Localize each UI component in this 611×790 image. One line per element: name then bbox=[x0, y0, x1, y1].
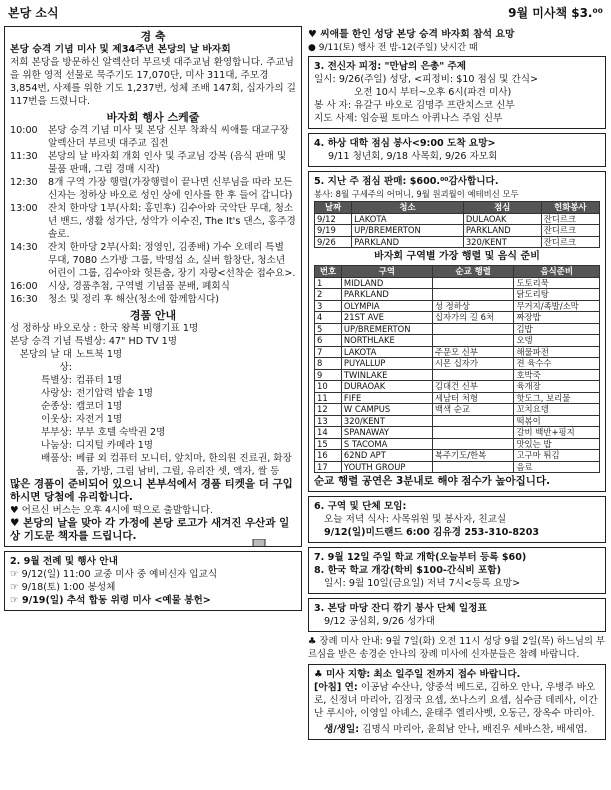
table-cell: FIFE bbox=[341, 392, 432, 404]
table-cell: 김밥 bbox=[514, 323, 600, 335]
table-cell: 9/26 bbox=[315, 236, 352, 248]
table-cell: 10 bbox=[315, 381, 342, 393]
table-cell bbox=[432, 427, 514, 439]
table-row bbox=[315, 369, 600, 381]
table-cell: 성 정하상 bbox=[432, 300, 514, 312]
lawn-title: 3. 본당 마당 잔디 깎기 봉사 단체 일정표 bbox=[314, 603, 487, 614]
parade-table bbox=[314, 265, 600, 473]
table-cell: 4 bbox=[315, 312, 342, 324]
table-cell: 세남터 처형 bbox=[432, 392, 514, 404]
table-row bbox=[315, 346, 600, 358]
sale-title: 5. 지난 주 점심 판매: $600.⁰⁰감사합니다. bbox=[314, 176, 499, 187]
table-cell: 12 bbox=[315, 404, 342, 416]
prize-name: 배품상: bbox=[40, 453, 72, 464]
table-cell: LAKOTA bbox=[352, 213, 464, 225]
table-cell: 잔디르크 bbox=[541, 213, 599, 225]
schedule-desc: 잔치 한마당 1부(사회: 홍민후) 김수아와 국악단 무대, 청소년 밴드, 생활 성가단, 성악가 이수진, The It's 댄스, 홍주경 솔로. bbox=[48, 203, 296, 240]
table-cell: SPANAWAY bbox=[341, 427, 432, 439]
table-row bbox=[315, 277, 600, 289]
table-cell: 해물파전 bbox=[514, 346, 600, 358]
table-cell: 음료 bbox=[514, 461, 600, 473]
prize-name: 본당의 날 대 상: bbox=[19, 349, 72, 373]
table-cell: 김대건 신부 bbox=[432, 381, 514, 393]
table-row bbox=[315, 300, 600, 312]
schedule-time: 14:30 bbox=[10, 242, 38, 253]
bazaar-sub: ● 9/11(토) 행사 전 밤-12(주일) 낮시간 때 bbox=[308, 43, 478, 53]
table-row bbox=[315, 392, 600, 404]
table-row bbox=[315, 289, 600, 301]
table-cell: 복주기도/한복 bbox=[432, 450, 514, 462]
retreat-line: 일시: 9/26(주일) 성당, <피정비: $10 점심 및 간식> bbox=[314, 74, 539, 85]
school-title: 7. 9월 12일 주일 학교 개학(오늘부터 등록 $60) bbox=[314, 552, 527, 563]
table-cell: LAKOTA bbox=[341, 346, 432, 358]
table-cell: UP/BREMERTON bbox=[352, 225, 464, 237]
table-header: 점심 bbox=[463, 202, 541, 214]
schedule-time: 13:00 bbox=[10, 203, 38, 214]
table-cell: 오뎅 bbox=[514, 335, 600, 347]
prize-list bbox=[10, 348, 296, 478]
living-lead: 생/생일: bbox=[324, 724, 360, 735]
group-box bbox=[308, 496, 606, 543]
table-cell: YOUTH GROUP bbox=[341, 461, 432, 473]
parade-note: 순교 행렬 공연은 3분내로 해야 점수가 높아집니다. bbox=[314, 475, 551, 487]
schedule-time: 16:00 bbox=[10, 281, 38, 292]
mass-item: ☞ 9/19(일) 추석 합동 위령 미사 <예물 봉헌> bbox=[10, 595, 211, 606]
table-cell bbox=[432, 335, 514, 347]
table-cell: 잔디르크 bbox=[541, 225, 599, 237]
prize-item bbox=[10, 413, 296, 426]
table-row bbox=[315, 381, 600, 393]
table-cell: 도토리묵 bbox=[514, 277, 600, 289]
retreat-box bbox=[308, 56, 606, 129]
group-title: 6. 구역 및 단체 모임: bbox=[314, 501, 407, 512]
prize-line: 성 정하상 바오로상 : 한국 왕복 비행기표 1명 bbox=[10, 323, 199, 334]
table-cell: 고구마 튀김 bbox=[514, 450, 600, 462]
sale-sub: 봉사: 8월 구세주의 어머니, 9월 원괴월이 예테비신 모두 bbox=[314, 189, 519, 199]
table-header: 순교 행렬 bbox=[432, 266, 514, 278]
table-cell: 짜장밥 bbox=[514, 312, 600, 324]
table-row bbox=[315, 438, 600, 450]
prize-item bbox=[10, 426, 296, 439]
table-cell: 맛있는 밥 bbox=[514, 438, 600, 450]
table-cell: 13 bbox=[315, 415, 342, 427]
mass-item: ☞ 9/18(토) 1:00 봉성체 bbox=[10, 582, 116, 593]
names-lead: [아침] 연: bbox=[314, 682, 358, 693]
table-row bbox=[315, 323, 600, 335]
mass-box bbox=[4, 551, 302, 611]
schedule-title: 바자회 행사 스케줄 bbox=[106, 111, 200, 124]
schedule-item bbox=[10, 202, 296, 241]
prize-value: 디지털 카메라 1명 bbox=[76, 440, 154, 451]
table-cell: PARKLAND bbox=[463, 225, 541, 237]
lawn-line: 9/12 공심회, 9/26 성가대 bbox=[324, 616, 435, 627]
prize-item bbox=[10, 387, 296, 400]
schedule-item bbox=[10, 280, 296, 293]
schedule-time: 16:30 bbox=[10, 294, 38, 305]
table-cell: PARKLAND bbox=[341, 289, 432, 301]
korean-title: 8. 한국 학교 개강(학비 $100-간식비 포함) bbox=[314, 565, 501, 576]
table-cell bbox=[432, 369, 514, 381]
table-cell: 17 bbox=[315, 461, 342, 473]
college-title: 4. 하상 대학 점심 봉사<9:00 도착 요망> bbox=[314, 138, 496, 149]
table-row bbox=[315, 358, 600, 370]
table-header: 번호 bbox=[315, 266, 342, 278]
table-cell: 호박죽 bbox=[514, 369, 600, 381]
korean-line: 일시: 9월 10일(금요일) 저녁 7시<등록 요망> bbox=[324, 578, 521, 589]
table-cell: 꼬치요뎅 bbox=[514, 404, 600, 416]
table-cell: DURAOAK bbox=[341, 381, 432, 393]
prize-item bbox=[10, 374, 296, 387]
table-row bbox=[315, 225, 600, 237]
prize-line: 본당 승격 기념 특별상: 47" HD TV 1명 bbox=[10, 336, 178, 347]
table-cell: UP/BREMERTON bbox=[341, 323, 432, 335]
table-cell: 62ND APT bbox=[341, 450, 432, 462]
table-cell: PUYALLUP bbox=[341, 358, 432, 370]
prize-item bbox=[10, 400, 296, 413]
prize-value: 부부 호텔 숙박권 2명 bbox=[76, 427, 166, 438]
group-line: 오늘 저녁 식사: 사목위원 및 봉사자, 친교실 bbox=[324, 514, 507, 525]
congrats-box bbox=[4, 26, 302, 547]
table-header: 청소 bbox=[352, 202, 464, 214]
table-cell: 7 bbox=[315, 346, 342, 358]
prize-name: 순종상: bbox=[40, 401, 72, 412]
mass-item: ☞ 9/12(일) 11:00 교중 미사 중 예비신자 입교식 bbox=[10, 569, 218, 580]
page-header bbox=[8, 4, 603, 22]
table-header: 음식준비 bbox=[514, 266, 600, 278]
table-row bbox=[315, 450, 600, 462]
lawn-box bbox=[308, 598, 606, 632]
table-cell bbox=[432, 323, 514, 335]
congrats-subtitle: 본당 승격 기념 미사 및 제34주년 본당의 날 바자회 bbox=[10, 44, 231, 55]
bazaar-note: ♥ 씨애틀 한인 성당 본당 승격 바자회 참석 요망 bbox=[308, 29, 515, 40]
table-cell: OLYMPIA bbox=[341, 300, 432, 312]
table-cell: 십자가의 길 6처 bbox=[432, 312, 514, 324]
left-column bbox=[4, 26, 302, 615]
prize-item bbox=[10, 348, 296, 374]
prize-title: 경품 안내 bbox=[129, 309, 177, 322]
prize-name: 사랑상: bbox=[40, 388, 72, 399]
table-cell: 갈비 백반+핑지 bbox=[514, 427, 600, 439]
prize-name: 이웃상: bbox=[40, 414, 72, 425]
table-cell: 무거지/족발/소막 bbox=[514, 300, 600, 312]
schedule-item bbox=[10, 293, 296, 306]
missal-price: 9월 미사책 $3.⁰⁰ bbox=[508, 6, 603, 20]
table-row bbox=[315, 427, 600, 439]
schedule-list bbox=[10, 124, 296, 306]
table-cell: 핫도그, 보리물 bbox=[514, 392, 600, 404]
mass-title: 2. 9월 전례 및 행사 안내 bbox=[10, 556, 118, 567]
table-cell: TWINLAKE bbox=[341, 369, 432, 381]
table-cell: 2 bbox=[315, 289, 342, 301]
table-cell bbox=[432, 438, 514, 450]
section-title: 본당 소식 bbox=[8, 6, 59, 20]
prize-item bbox=[10, 452, 296, 478]
college-line: 9/11 청년회, 9/18 사목회, 9/26 자모회 bbox=[328, 151, 498, 162]
prize-name: 나눔상: bbox=[40, 440, 72, 451]
schedule-item bbox=[10, 241, 296, 280]
table-row bbox=[315, 236, 600, 248]
table-row bbox=[315, 461, 600, 473]
table-cell bbox=[432, 461, 514, 473]
table-cell: 16 bbox=[315, 450, 342, 462]
table-row bbox=[315, 415, 600, 427]
table-cell: 떡볶이 bbox=[514, 415, 600, 427]
schedule-desc: 잔치 한마당 2부(사회: 정영인, 김종배) 가수 오데리 특별 무대, 7080 스가방 그룹, 박명섭 쇼, 실버 합창단, 청소년 어린이 그룹, 김수아와 헛튼춤, 장기 자랑<선착순 접수요>. bbox=[48, 242, 296, 279]
congrats-title: 경 축 bbox=[140, 30, 166, 43]
table-cell: S TACOMA bbox=[341, 438, 432, 450]
table-row bbox=[315, 312, 600, 324]
prize-value: 캠코더 1명 bbox=[76, 401, 123, 412]
table-header: 날짜 bbox=[315, 202, 352, 214]
schedule-time: 10:00 bbox=[10, 125, 38, 136]
prize-name: 부부상: bbox=[40, 427, 72, 438]
table-header: 구역 bbox=[341, 266, 432, 278]
retreat-line: 봉 사 자: 유갈구 바오로 김명주 프란치스코 신부 bbox=[314, 100, 515, 111]
table-cell bbox=[432, 277, 514, 289]
school-box bbox=[308, 547, 606, 594]
schedule-desc: 본당 승격 기념 미사 및 본당 신부 착좌식 씨애틀 대교구장 알렉산더 부르넷 대주교 집전 bbox=[48, 125, 289, 149]
table-cell: 닭도리탕 bbox=[514, 289, 600, 301]
table-cell: 21ST AVE bbox=[341, 312, 432, 324]
table-cell: 9/12 bbox=[315, 213, 352, 225]
schedule-time: 12:30 bbox=[10, 177, 38, 188]
retreat-line: 오전 10시 부터~오후 6시(파견 미사) bbox=[354, 87, 512, 98]
bus-note: ♥ 어르신 버스는 오후 4시에 떡으로 출발합니다. bbox=[10, 505, 213, 516]
table-cell: 9 bbox=[315, 369, 342, 381]
living-list: 김명식 마리아, 윤희남 안나, 배진우 세바스찬, 배세엽. bbox=[362, 724, 588, 735]
sale-box bbox=[308, 171, 606, 492]
prize-value: 컴퓨터 1명 bbox=[76, 375, 123, 386]
table-cell: PARKLAND bbox=[352, 236, 464, 248]
table-cell: 15 bbox=[315, 438, 342, 450]
congrats-body: 저희 본당을 방문하신 알렉산더 부르넷 대주교님 환영합니다. 주교님을 위한 영적 선물로 묵주기도 17,070단, 미사 311대, 주모경 3,854번, 사제를 위한 기도 1,237번, 성체 조배 147회, 십자가의 길 117번을 드렸니다. bbox=[10, 57, 296, 107]
prize-name: 특별상: bbox=[40, 375, 72, 386]
table-cell: DULAOAK bbox=[463, 213, 541, 225]
prize-value: 베큠 외 컴퓨터 모니터, 앞치마, 한의원 진료권, 화장품, 가방, 그림 남비, 그릴, 유리잔 셋, 액자, 쌀 등 bbox=[76, 453, 292, 477]
table-cell: 5 bbox=[315, 323, 342, 335]
schedule-desc: 청소 및 정리 후 해산(청소에 함께합시다) bbox=[48, 294, 220, 305]
table-cell: 시몬 십자가 bbox=[432, 358, 514, 370]
group-line: 9/12(일)미드랜드 6:00 김유경 253-310-8203 bbox=[324, 527, 540, 538]
prize-note: 많은 경품이 준비되어 있으니 본부석에서 경품 티켓을 더 구입하시면 당첨에 유리합니다. bbox=[10, 478, 293, 503]
table-cell: 14 bbox=[315, 427, 342, 439]
table-cell: 9/19 bbox=[315, 225, 352, 237]
table-cell: 주문모 신부 bbox=[432, 346, 514, 358]
prize-value: 노트북 1명 bbox=[76, 349, 123, 360]
retreat-line: 지도 사제: 임승필 토마스 아퀴나스 주임 신부 bbox=[314, 113, 503, 124]
table-cell: 백색 순교 bbox=[432, 404, 514, 416]
table-cell: 젼 육수수 bbox=[514, 358, 600, 370]
right-column bbox=[308, 26, 606, 744]
table-header: 헌화봉사 bbox=[541, 202, 599, 214]
schedule-item bbox=[10, 124, 296, 150]
names-list: 이공남 수산나, 양중석 베드로, 김하오 안나, 우병주 바오로, 신정녀 마리아, 김정국 요셉, 쏘나스키 요셉, 심수금 데레사, 이간난 루시아, 이영일 아녜스, 윤태주 엘리사벳, 오동근, 장옥수 마리아. bbox=[314, 682, 598, 719]
intention-title: ♣ 미사 지향: 최소 일주일 전까지 접수 바랍니다. bbox=[314, 669, 521, 680]
schedule-desc: 시상, 경품추첨, 구역별 기념품 분배, 폐회식 bbox=[48, 281, 230, 292]
table-cell: 11 bbox=[315, 392, 342, 404]
table-cell: 1 bbox=[315, 277, 342, 289]
table-cell: 3 bbox=[315, 300, 342, 312]
schedule-desc: 8개 구역 가장 행렬(가장행렬이 끝나면 신부님을 따라 모든 신자는 정하상 바오로 성인 상에 인사를 한 후 들어 갑니다) bbox=[48, 177, 293, 201]
table-cell: 320/KENT bbox=[341, 415, 432, 427]
schedule-item bbox=[10, 176, 296, 202]
table-cell bbox=[432, 289, 514, 301]
table-row bbox=[315, 213, 600, 225]
college-box bbox=[308, 133, 606, 167]
church-icon bbox=[223, 539, 295, 547]
retreat-title: 3. 전신자 피정: "만남의 은총" 주제 bbox=[314, 61, 467, 72]
table-cell: 8 bbox=[315, 358, 342, 370]
intention-box bbox=[308, 664, 606, 740]
prize-value: 자전거 1명 bbox=[76, 414, 123, 425]
schedule-time: 11:30 bbox=[10, 151, 38, 162]
schedule-desc: 본당의 날 바자회 개회 인사 및 주교님 강복 (음식 판매 및 물품 판매, 그림 경매 시작) bbox=[48, 151, 287, 175]
table-cell bbox=[432, 415, 514, 427]
lunch-table bbox=[314, 201, 600, 248]
table-cell: 잔디르크 bbox=[541, 236, 599, 248]
prize-value: 전기압력 밥솥 1명 bbox=[76, 388, 154, 399]
funeral-note: ♣ 장례 미사 안내: 9월 7일(화) 오전 11시 성당 9월 2일(목) 하느님의 부르심을 받은 송경순 안나의 장례 미사에 신자분들은 참례 바랍니다. bbox=[308, 636, 605, 660]
logo-note: ♥ 본당의 날을 맞아 각 가정에 본당 로고가 새겨진 우산과 일상 기도문 책자를 드립니다. bbox=[10, 517, 290, 542]
parade-title: 바자회 구역별 가장 행렬 및 음식 준비 bbox=[374, 251, 540, 262]
table-row bbox=[315, 404, 600, 416]
table-cell: MIDLAND bbox=[341, 277, 432, 289]
prize-item bbox=[10, 439, 296, 452]
table-cell: NORTHLAKE bbox=[341, 335, 432, 347]
table-cell: W CAMPUS bbox=[341, 404, 432, 416]
table-cell: 320/KENT bbox=[463, 236, 541, 248]
table-row bbox=[315, 335, 600, 347]
table-cell: 육개장 bbox=[514, 381, 600, 393]
table-cell: 6 bbox=[315, 335, 342, 347]
schedule-item bbox=[10, 150, 296, 176]
